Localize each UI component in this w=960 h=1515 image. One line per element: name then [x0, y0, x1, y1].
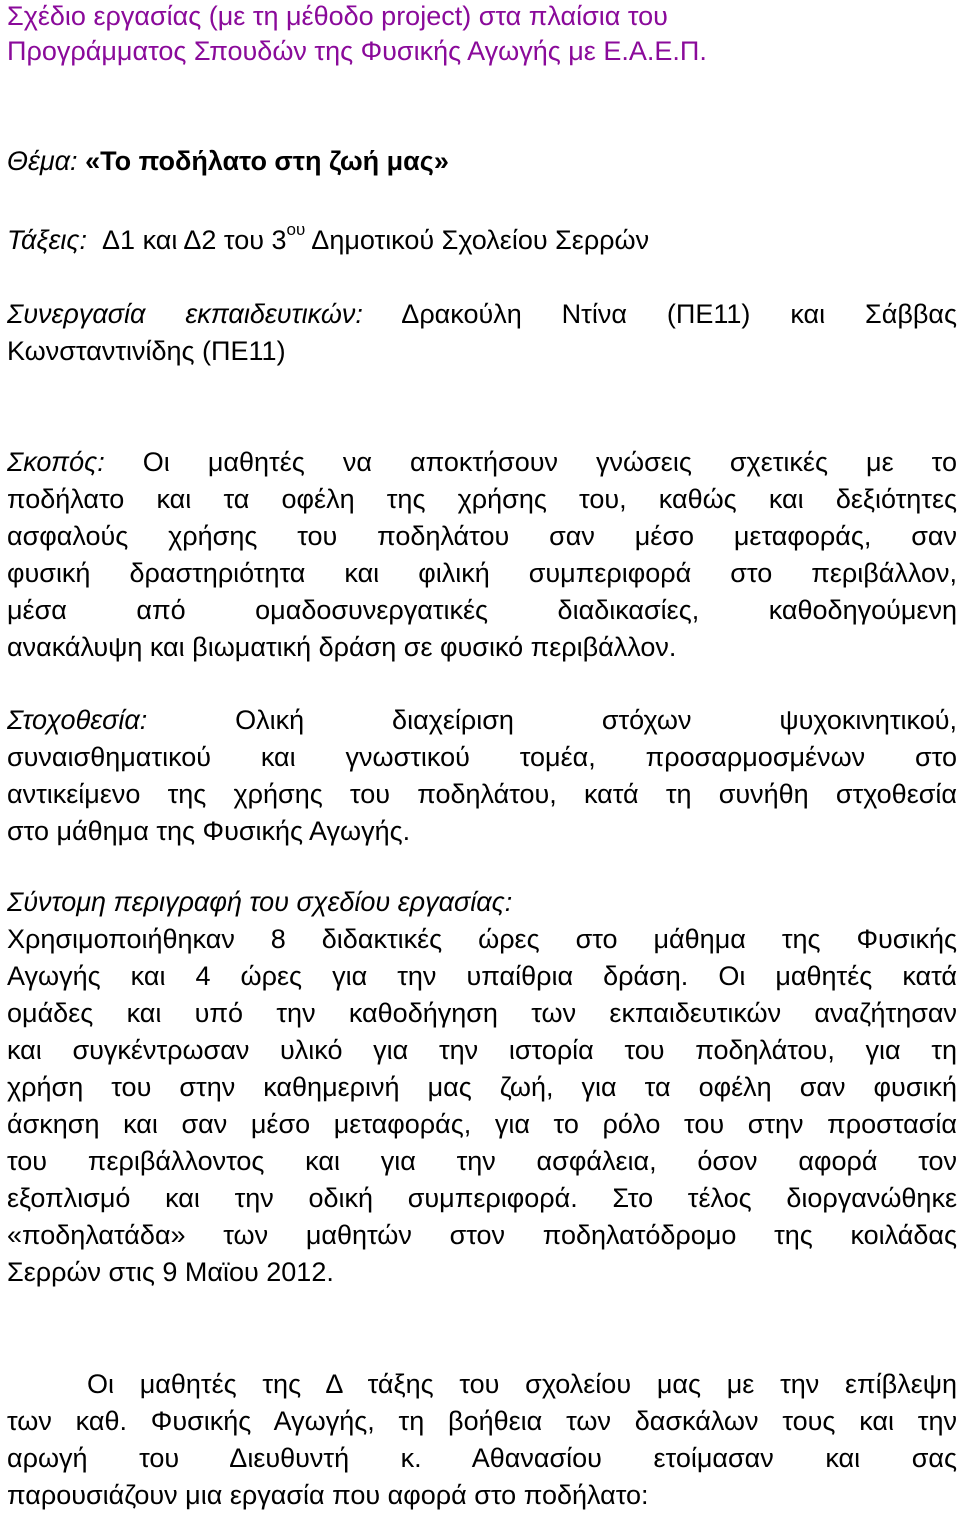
closing-line-3: αρωγή του Διευθυντή κ. Αθανασίου ετοίμασαν και σας: [7, 1443, 957, 1473]
summary-line-9: «ποδηλατάδα» των μαθητών στον ποδηλατόδρομο της κοιλάδας: [7, 1220, 957, 1250]
purpose-text-1: Οι μαθητές να αποκτήσουν γνώσεις σχετικές με το: [142, 447, 957, 477]
collaboration-line-2: Κωνσταντινίδης (ΠΕ11): [7, 336, 286, 366]
purpose-line-4: φυσική δραστηριότητα και φιλική συμπεριφορά στο περιβάλλον,: [7, 558, 957, 588]
summary-line-4: και συγκέντρωσαν υλικό για την ιστορία του ποδηλάτου, για τη: [7, 1035, 957, 1065]
summary-line-8: εξοπλισμό και την οδική συμπεριφορά. Στο τέλος διοργανώθηκε: [7, 1183, 957, 1213]
summary-line-3: ομάδες και υπό την καθοδήγηση των εκπαιδευτικών αναζήτησαν: [7, 998, 957, 1028]
classes-superscript: ου: [286, 220, 306, 239]
summary-label: Σύντομη περιγραφή του σχεδίου εργασίας:: [7, 887, 513, 917]
summary-line-1: Χρησιμοποιήθηκαν 8 διδακτικές ώρες στο μάθημα της Φυσικής: [7, 924, 957, 954]
summary-line-5: χρήση του στην καθημερινή μας ζωή, για τα οφέλη σαν φυσική: [7, 1072, 957, 1102]
goals-line-4: στο μάθημα της Φυσικής Αγωγής.: [7, 816, 411, 846]
summary-block: [7, 884, 957, 1291]
classes-value-start: Δ1 και Δ2 του 3: [102, 225, 287, 255]
header-line-2: Προγράμματος Σπουδών της Φυσικής Αγωγής με Ε.Α.Ε.Π.: [7, 36, 707, 66]
closing-line-1: Οι μαθητές της Δ τάξης του σχολείου μας με την επίβλεψη: [87, 1369, 957, 1399]
header-line-1: Σχέδιο εργασίας (με τη μέθοδο project) στα πλαίσια του: [7, 1, 668, 31]
topic-value: «Το ποδήλατο στη ζωή μας»: [85, 146, 449, 176]
goals-label: Στοχοθεσία:: [7, 705, 148, 735]
purpose-line-5: μέσα από ομαδοσυνεργατικές διαδικασίες, καθοδηγούμενη: [7, 595, 957, 625]
classes-label: Τάξεις:: [7, 225, 87, 255]
closing-line-2: των καθ. Φυσικής Αγωγής, τη βοήθεια των δασκάλων τους και την: [7, 1406, 957, 1436]
purpose-line-1: [7, 444, 957, 481]
classes-row: [7, 222, 957, 259]
topic-row: [7, 143, 957, 180]
purpose-block: [7, 444, 957, 666]
collaboration-label: Συνεργασία εκπαιδευτικών:: [7, 299, 363, 329]
summary-line-2: Αγωγής και 4 ώρες για την υπαίθρια δράση. Οι μαθητές κατά: [7, 961, 957, 991]
goals-block: [7, 702, 957, 850]
collaboration-line-1: [7, 296, 957, 333]
collaboration-block: [7, 296, 957, 370]
summary-line-6: άσκηση και σαν μέσο μεταφοράς, για το ρόλο του στην προστασία: [7, 1109, 957, 1139]
purpose-line-2: ποδήλατο και τα οφέλη της χρήσης του, καθώς και δεξιότητες: [7, 484, 957, 514]
goals-text-1: Ολική διαχείριση στόχων ψυχοκινητικού,: [235, 705, 957, 735]
summary-line-7: του περιβάλλοντος και για την ασφάλεια, όσον αφορά τον: [7, 1146, 957, 1176]
purpose-line-6: ανακάλυψη και βιωματική δράση σε φυσικό περιβάλλον.: [7, 632, 677, 662]
goals-line-1: [7, 702, 957, 739]
summary-line-10: Σερρών στις 9 Μαϊου 2012.: [7, 1257, 334, 1287]
closing-line-4: παρουσιάζουν μια εργασία που αφορά στο ποδήλατο:: [7, 1480, 649, 1510]
classes-value-end: Δημοτικού Σχολείου Σερρών: [311, 225, 650, 255]
goals-line-2: συναισθηματικού και γνωστικού τομέα, προσαρμοσμένων στο: [7, 742, 957, 772]
purpose-line-3: ασφαλούς χρήσης του ποδηλάτου σαν μέσο μεταφοράς, σαν: [7, 521, 957, 551]
purpose-label: Σκοπός:: [7, 447, 105, 477]
closing-block: [7, 1366, 957, 1514]
goals-line-3: αντικείμενο της χρήσης του ποδηλάτου, κατά τη συνήθη στχοθεσία: [7, 779, 957, 809]
collaboration-names-1: Δρακούλη Ντίνα (ΠΕ11) και Σάββας: [401, 299, 957, 329]
document-header: [7, 0, 957, 69]
topic-label: Θέμα:: [7, 146, 78, 176]
